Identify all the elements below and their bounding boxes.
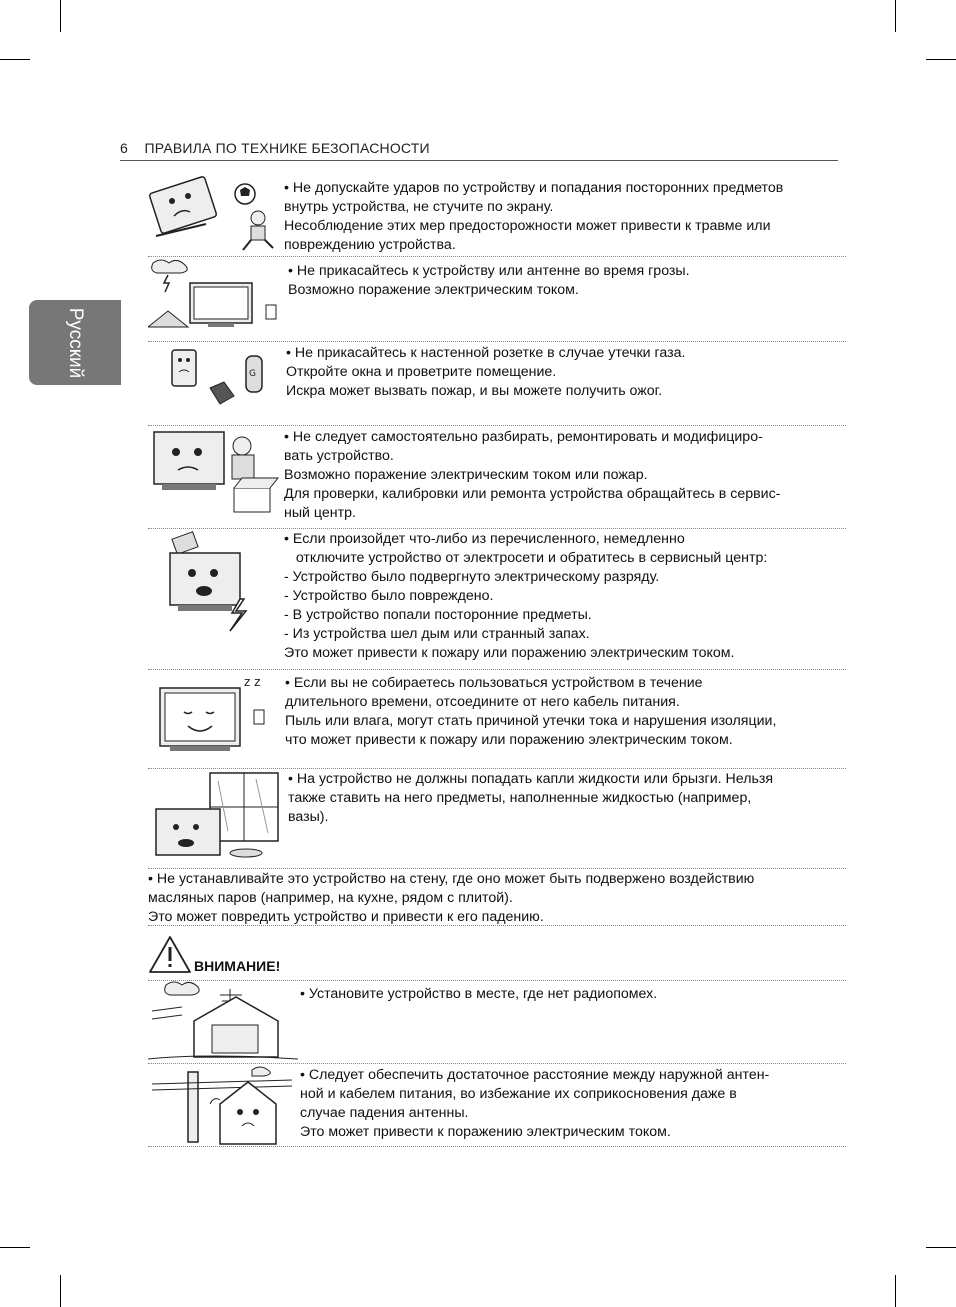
text-line: Искра может вызвать пожар, и вы можете получить ожог. — [286, 383, 663, 399]
tv-impact-illustration — [148, 174, 283, 256]
text-line: внутрь устройства, не стучите по экрану. — [284, 199, 554, 215]
caution-item — [148, 1064, 846, 1147]
text-line: • Не прикасайтесь к настенной розетке в случае утечки газа. — [286, 345, 686, 361]
text-line: Это может повредить устройство и привести к его падению. — [148, 909, 544, 925]
safety-item — [148, 670, 846, 769]
text-line: • Не следует самостоятельно разбирать, ремонтировать и модифициро- — [284, 429, 763, 445]
tv-damage-illustration — [148, 529, 283, 669]
safety-text — [288, 770, 773, 827]
svg-text:z z: z z — [244, 675, 261, 689]
crop-mark — [0, 1247, 30, 1248]
safety-text — [300, 985, 657, 1004]
warning-triangle-icon — [148, 934, 192, 976]
safety-text — [284, 530, 767, 663]
text-line: • Не устанавливайте это устройство на стену, где оно может быть подвержено воздействию — [148, 871, 755, 887]
safety-item — [148, 174, 846, 257]
safety-text — [300, 1066, 769, 1142]
page-header — [120, 140, 838, 161]
language-tab-label: Русский — [65, 307, 86, 378]
text-line: повреждению устройства. — [284, 237, 456, 253]
text-line: • Установите устройство в месте, где нет радиопомех. — [300, 986, 658, 1002]
text-line: случае падения антенны. — [300, 1105, 469, 1121]
tv-sleeping-illustration — [148, 670, 283, 768]
safety-text — [286, 344, 685, 401]
safety-text — [284, 428, 780, 523]
gas-leak-illustration — [148, 342, 283, 425]
crop-mark — [926, 1247, 956, 1248]
page-number: 6 — [120, 140, 128, 156]
text-line: - Из устройства шел дым или странный запах. — [284, 626, 590, 642]
caution-item — [148, 981, 846, 1064]
caution-heading — [148, 932, 846, 981]
text-line: вать устройство. — [284, 448, 394, 464]
crop-mark — [60, 1275, 61, 1307]
antenna-cable-illustration — [148, 1064, 298, 1146]
text-line: • Не допускайте ударов по устройству и попадания посторонних предметов — [284, 180, 784, 196]
safety-item — [148, 529, 846, 670]
text-line: что может привести к пожару или поражению электрическим током. — [285, 732, 733, 748]
text-line: Для проверки, калибровки или ремонта устройства обращайтесь в сервис- — [284, 486, 781, 502]
safety-item — [148, 342, 846, 426]
safety-item — [148, 426, 846, 529]
language-tab — [29, 300, 121, 385]
safety-item — [148, 869, 846, 926]
text-line: • На устройство не должны попадать капли жидкости или брызги. Нельзя — [288, 771, 774, 787]
page-title: ПРАВИЛА ПО ТЕХНИКЕ БЕЗОПАСНОСТИ — [144, 140, 430, 156]
safety-text — [288, 262, 690, 300]
tv-repair-illustration — [148, 426, 283, 528]
text-line: Несоблюдение этих мер предосторожности может привести к травме или — [284, 218, 771, 234]
safety-text — [285, 674, 776, 750]
tv-liquid-illustration — [148, 769, 283, 868]
text-line: ной и кабелем питания, во избежание их соприкосновения даже в — [300, 1086, 737, 1102]
text-line: Возможно поражение электрическим током. — [288, 282, 579, 298]
text-line: отключите устройство от электросети и обратитесь в сервисный центр: — [284, 550, 768, 566]
text-line: - Устройство было подвергнуто электрическому разряду. — [284, 569, 660, 585]
text-line: Это может привести к пожару или поражению электрическим током. — [284, 645, 735, 661]
text-line: ный центр. — [284, 505, 356, 521]
text-line: • Не прикасайтесь к устройству или антенне во время грозы. — [288, 263, 690, 279]
text-line: - В устройство попали посторонние предметы. — [284, 607, 592, 623]
text-line: Пыль или влага, могут стать причиной утечки тока и нарушения изоляции, — [285, 713, 777, 729]
text-line: Возможно поражение электрическим током или пожар. — [284, 467, 648, 483]
text-line: длительного времени, отсоедините от него кабель питания. — [285, 694, 680, 710]
crop-mark — [895, 0, 896, 32]
text-line: также ставить на него предметы, наполненные жидкостью (например, — [288, 790, 752, 806]
safety-text — [284, 179, 783, 255]
text-line: масляных паров (например, на кухне, рядом с плитой). — [148, 890, 513, 906]
text-line: - Устройство было повреждено. — [284, 588, 494, 604]
crop-mark — [895, 1275, 896, 1307]
crop-mark — [60, 0, 61, 32]
safety-text — [148, 870, 754, 927]
text-line: • Следует обеспечить достаточное расстояние между наружной антен- — [300, 1067, 770, 1083]
crop-mark — [0, 59, 30, 60]
safety-item — [148, 769, 846, 869]
crop-mark — [926, 59, 956, 60]
safety-item — [148, 257, 846, 342]
text-line: • Если произойдет что-либо из перечисленного, немедленно — [284, 531, 685, 547]
text-line: Это может привести к поражению электрическим током. — [300, 1124, 671, 1140]
text-line: • Если вы не собираетесь пользоваться устройством в течение — [285, 675, 703, 691]
text-line: Откройте окна и проветрите помещение. — [286, 364, 557, 380]
svg-text:G: G — [249, 369, 256, 379]
house-antenna-illustration — [148, 981, 298, 1063]
tv-thunderstorm-illustration — [148, 257, 283, 341]
caution-label: ВНИМАНИЕ! — [194, 958, 281, 974]
text-line: вазы). — [288, 809, 329, 825]
